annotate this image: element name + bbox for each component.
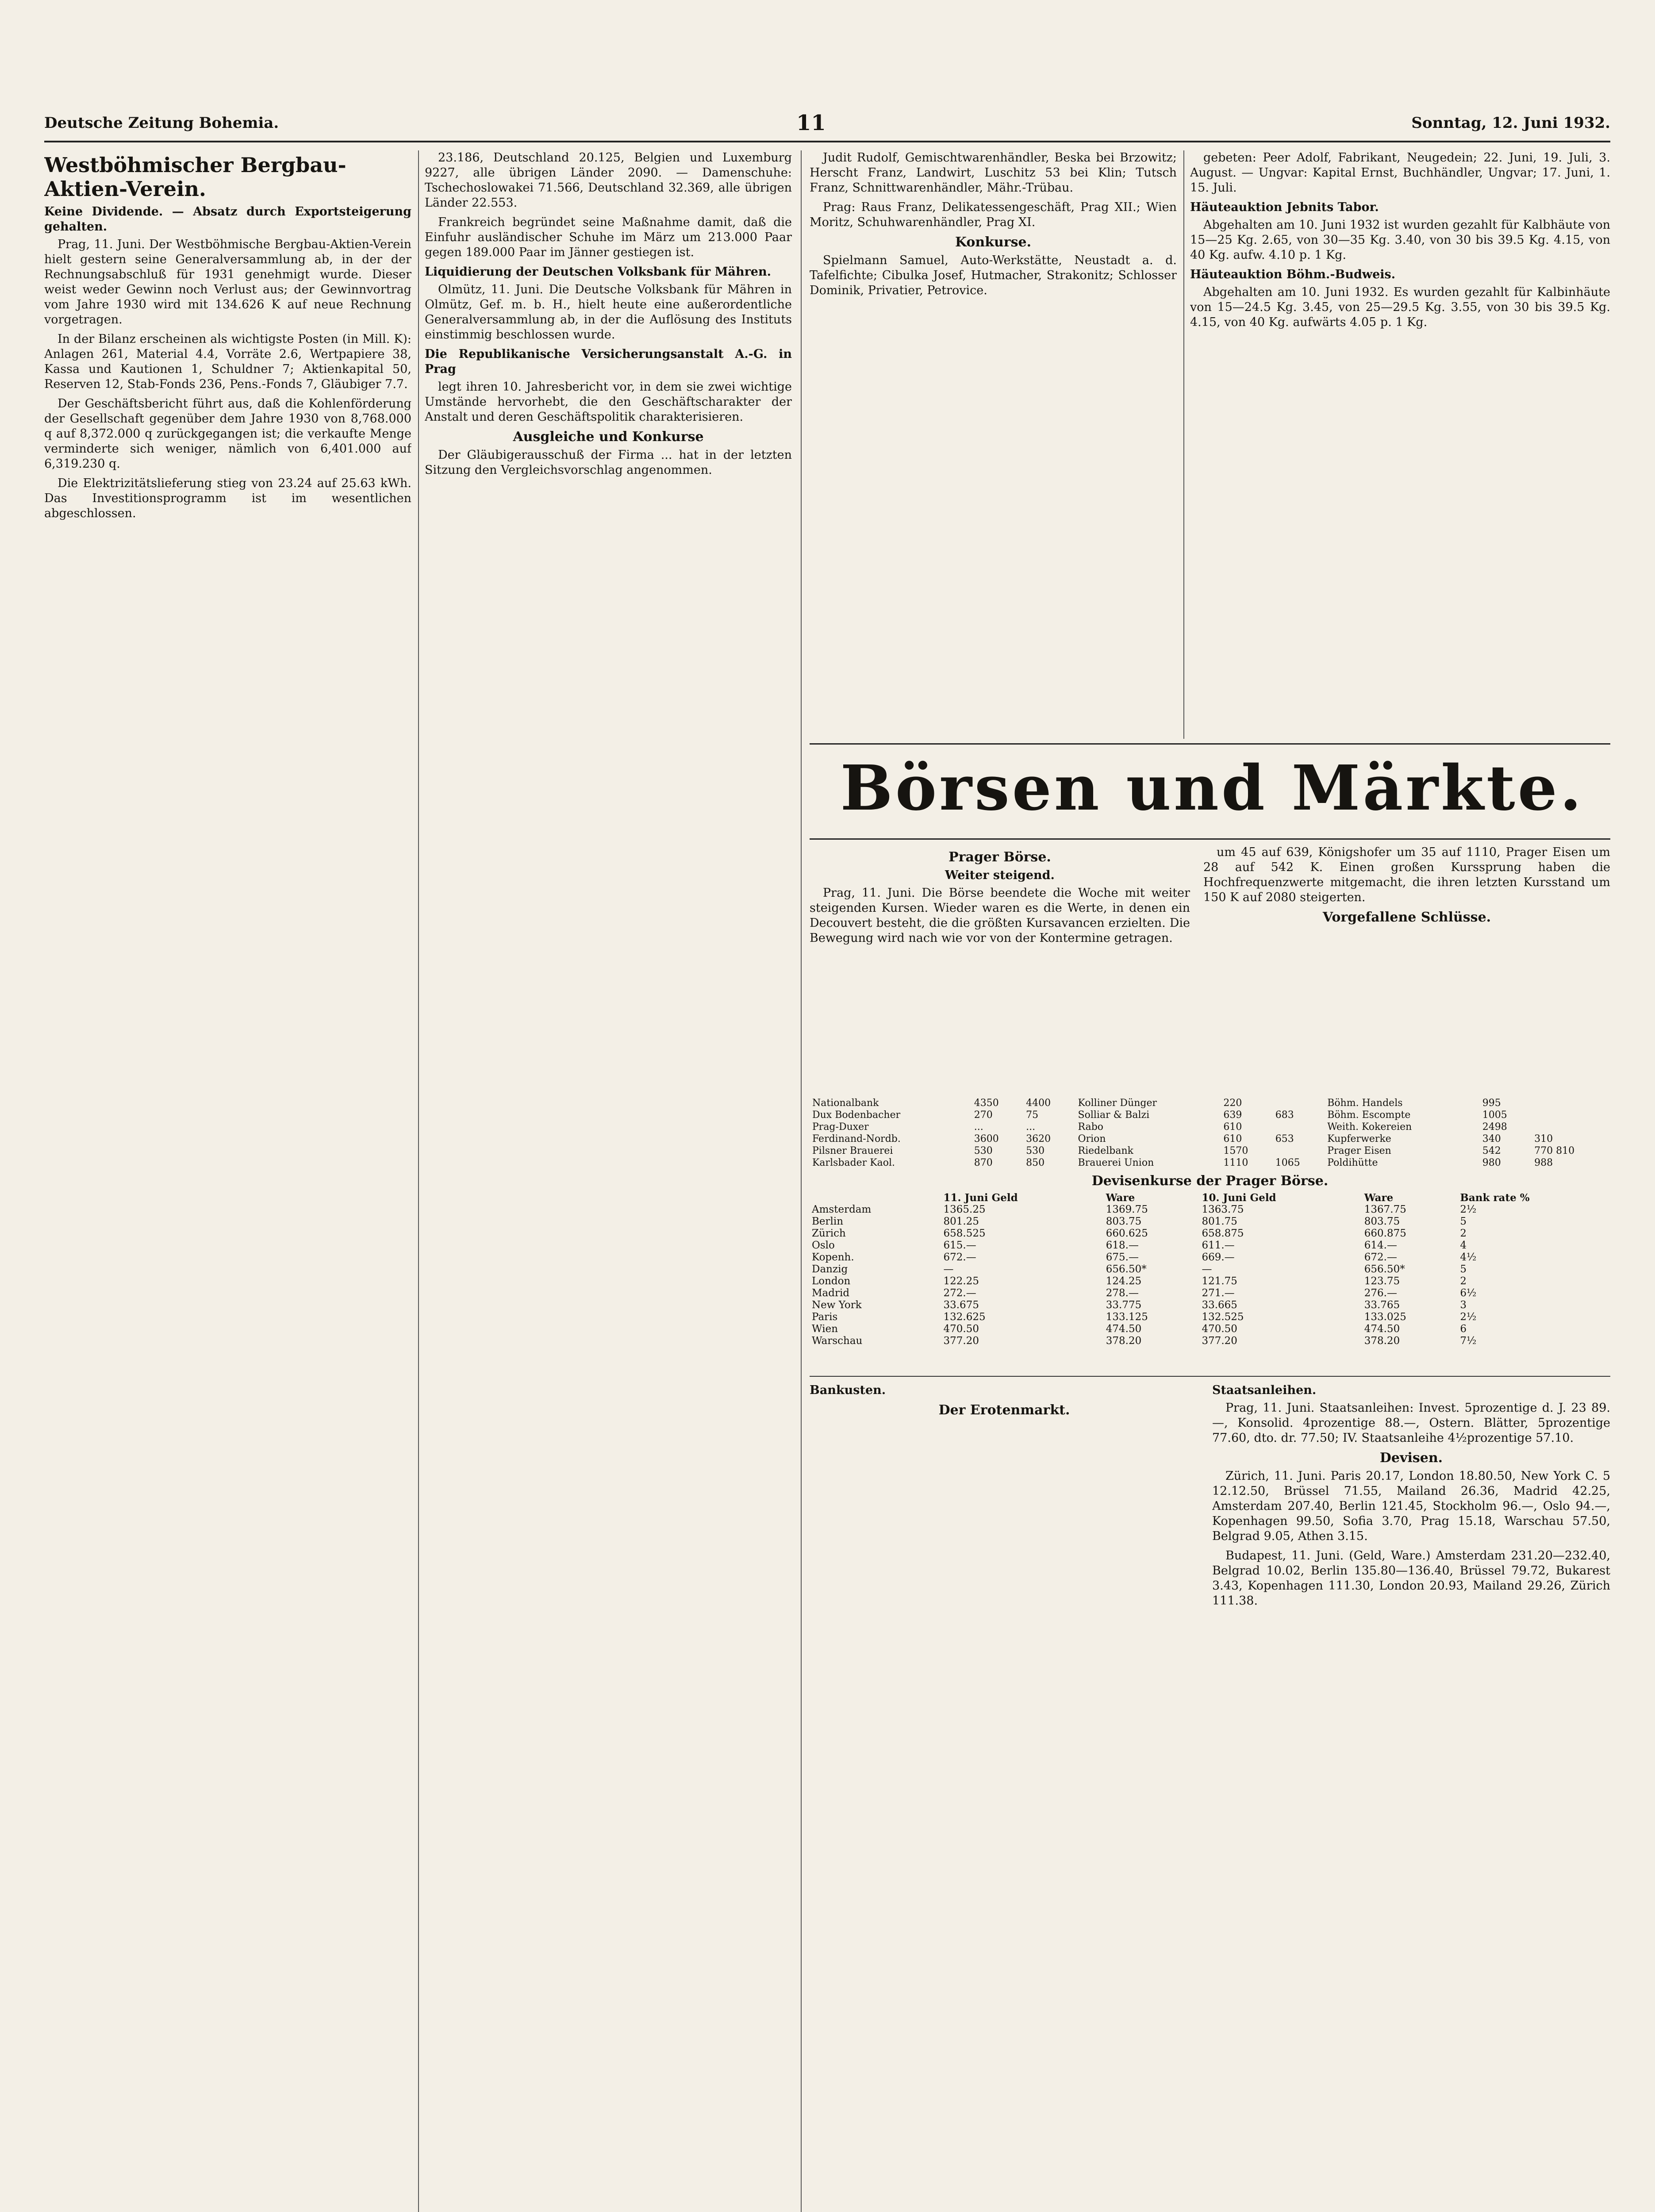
column-3 — [810, 150, 1177, 739]
table-cell: Prag-Duxer — [812, 1121, 869, 1133]
market-report — [1203, 845, 1610, 1093]
table-cell: Oslo — [812, 1240, 835, 1251]
table-cell: 980 — [1482, 1157, 1501, 1168]
table-header-cell: Bank rate % — [1460, 1192, 1530, 1204]
table-cell: Dux Bodenbacher — [812, 1110, 901, 1121]
table-header-cell: 10. Juni Geld — [1202, 1192, 1276, 1204]
table-cell: Brauerei Union — [1078, 1157, 1154, 1168]
table-cell: 33.775 — [1106, 1299, 1142, 1311]
devisen-text: Zürich, 11. Juni. Paris 20.17, London 18.80.50, New York C. 5 12.12.50, Brüssel 71.55, Mailand 26.36, Madrid 42.25, Amsterdam 207.40, Berlin 121.45, Stockholm 96.—, Oslo 94.—, Kopenhagen 99.50, Sofia 3.70, Prag 15.18, Warschau 57.50, Belgrad 9.05, Athen 3.15. — [1212, 1469, 1610, 1543]
column-divider — [1183, 150, 1184, 739]
column-2 — [425, 150, 792, 2212]
table-cell: 658.525 — [943, 1228, 986, 1239]
zins-text: Prag, 11. Juni. Staatsanleihen: Invest. 5prozentige d. J. 23 89.—, Konsolid. 4prozentige 88.—, Ostern. Blätter, 5prozentige 77.60, dto. dr. 77.50; IV. Staatsanleihe 4½prozentige 57.10. — [1212, 1401, 1610, 1445]
table-cell: 377.20 — [1202, 1335, 1237, 1347]
table-cell: 132.625 — [943, 1311, 986, 1323]
table-header-row — [810, 1192, 1610, 1204]
zins-title: Staatsanleihen. — [1212, 1383, 1317, 1397]
table-cell: 850 — [1026, 1157, 1045, 1168]
section-text: Abgehalten am 10. Juni 1932. Es wurden gezahlt für Kalbinhäute von 15—24.5 Kg. 3.45, von 25—29.5 Kg. 3.55, von 30 bis 39.5 Kg. 4.15, von 40 Kg. aufwärts 4.05 p. 1 Kg. — [1190, 285, 1610, 329]
table-cell: 669.— — [1202, 1252, 1235, 1263]
table-row — [810, 1311, 1610, 1323]
table-cell: 1065 — [1275, 1157, 1300, 1168]
table-header-cell: Ware — [1106, 1192, 1135, 1204]
table-cell: 310 — [1534, 1133, 1553, 1144]
table-cell: 610 — [1223, 1121, 1242, 1133]
article-subtitle: Keine Dividende. — Absatz durch Exportsteigerung gehalten. — [44, 205, 411, 234]
table-cell: Böhm. Escompte — [1327, 1110, 1411, 1121]
table-cell: 1363.75 — [1202, 1204, 1244, 1215]
table-cell: 3 — [1460, 1299, 1467, 1311]
table-row — [810, 1228, 1610, 1240]
table-cell: Amsterdam — [812, 1204, 872, 1215]
table-cell: Weith. Kokereien — [1327, 1121, 1412, 1133]
article-paragraph: Prag, 11. Juni. Der Westböhmische Bergbau-Aktien-Verein hielt gestern seine Generalversammlung ab, in der der Rechnungsabschluß für 1931 genehmigt wurde. Dieser weist weder Gewinn noch Verlust aus; der Gewinnvortrag vom Jahre 1930 wird mit 134.626 K auf neue Rechnung vorgetragen. — [44, 238, 411, 326]
section-rule — [810, 743, 1610, 745]
table-cell: 1110 — [1223, 1157, 1248, 1168]
table-cell: — — [1202, 1263, 1212, 1275]
table-cell: 4½ — [1460, 1252, 1477, 1263]
section-title: Liquidierung der Deutschen Volksbank für Mähren. — [425, 265, 772, 279]
table-cell: New York — [812, 1299, 862, 1311]
konkurse-text: Spielmann Samuel, Auto-Werkstätte, Neustadt a. d. Tafelfichte; Cibulka Josef, Hutmacher, Strakonitz; Schlosser Dominik, Privatier, Petrovice. — [810, 253, 1177, 297]
table-cell: 614.— — [1364, 1240, 1397, 1251]
table-cell: 121.75 — [1202, 1275, 1237, 1287]
table-cell: 656.50* — [1364, 1263, 1405, 1275]
article-paragraph: gebeten: Peer Adolf, Fabrikant, Neugedein; 22. Juni, 19. Juli, 3. August. — Ungvar: Kapital Ernst, Buchhändler, Ungvar; 17. Juni, 1. 15. Juli. — [1190, 151, 1610, 195]
table-row — [810, 1299, 1610, 1311]
devisen-table — [810, 1192, 1610, 1347]
table-row — [810, 1287, 1610, 1299]
table-row — [810, 1252, 1610, 1263]
table-cell: 340 — [1482, 1133, 1501, 1144]
table-cell: Zürich — [812, 1228, 846, 1239]
table-cell: 870 — [974, 1157, 993, 1168]
table-cell: 611.— — [1202, 1240, 1235, 1251]
table-cell: 530 — [974, 1145, 993, 1156]
table-cell: 770 810 — [1534, 1145, 1575, 1156]
prague-exchange-title: Prager Börse. — [948, 849, 1051, 865]
table-row — [810, 1204, 1610, 1216]
table-cell: 474.50 — [1364, 1323, 1400, 1335]
table-cell: 656.50* — [1106, 1263, 1147, 1275]
table-row — [810, 1275, 1610, 1287]
article-paragraph: Die Elektrizitätslieferung stieg von 23.24 auf 25.63 kWh. Das Investitionsprogramm ist im wesentlichen abgeschlossen. — [44, 476, 411, 520]
table-cell — [1532, 1097, 1610, 1109]
table-cell: 660.625 — [1106, 1228, 1148, 1239]
newspaper-name: Deutsche Zeitung Bohemia. — [44, 114, 279, 132]
table-cell: Rabo — [1078, 1121, 1104, 1133]
table-cell: Ferdinand-Nordb. — [812, 1133, 901, 1144]
table-cell: 2½ — [1460, 1311, 1477, 1323]
prague-exchange — [810, 845, 1190, 1093]
article-paragraph: Frankreich begründet seine Maßnahme damit, daß die Einfuhr ausländischer Schuhe im März um 213.000 Paar gegen 189.000 Paar im Jänner gestiegen ist. — [425, 215, 792, 259]
table-cell: 530 — [1026, 1145, 1045, 1156]
table-row — [810, 1263, 1610, 1275]
section-title: Häuteauktion Böhm.-Budweis. — [1190, 268, 1396, 281]
table-cell: 4400 — [1026, 1098, 1051, 1109]
table-cell: 672.— — [943, 1252, 976, 1263]
konkurse-title: Konkurse. — [955, 234, 1032, 250]
column-divider — [418, 150, 419, 2212]
section-heading: Ausgleiche und Konkurse — [513, 429, 704, 445]
section-rule — [810, 1376, 1610, 1377]
table-cell — [1532, 1109, 1610, 1121]
page-header — [44, 111, 1610, 141]
table-cell: 615.— — [943, 1240, 976, 1251]
table-cell: 5 — [1460, 1216, 1467, 1227]
table-cell: 124.25 — [1106, 1275, 1142, 1287]
table-cell: 803.75 — [1364, 1216, 1400, 1227]
table-cell: Berlin — [812, 1216, 844, 1227]
table-cell: 133.125 — [1106, 1311, 1148, 1323]
table-cell: 618.— — [1106, 1240, 1139, 1251]
table-cell: 660.875 — [1364, 1228, 1406, 1239]
table-cell: 75 — [1026, 1110, 1039, 1121]
table-cell: 5 — [1460, 1263, 1467, 1275]
table-cell: Böhm. Handels — [1327, 1098, 1403, 1109]
budapest-text: Budapest, 11. Juni. (Geld, Ware.) Amsterdam 231.20—232.40, Belgrad 10.02, Berlin 135.80—136.40, Brüssel 79.72, Bukarest 3.43, Kopenhagen 111.30, London 20.93, Mailand 29.26, Zürich 111.38. — [1212, 1549, 1610, 1608]
table-cell: 610 — [1223, 1133, 1242, 1144]
table-cell: 6½ — [1460, 1287, 1477, 1299]
table-cell: Pilsner Brauerei — [812, 1145, 893, 1156]
table-cell: 3620 — [1026, 1133, 1051, 1144]
table-row — [810, 1335, 1610, 1347]
table-cell: 33.765 — [1364, 1299, 1400, 1311]
table-cell: Karlsbader Kaol. — [812, 1157, 895, 1168]
table-cell: Madrid — [812, 1287, 850, 1299]
table-cell: ... — [974, 1121, 983, 1133]
table-cell: 276.— — [1364, 1287, 1397, 1299]
table-cell: 2 — [1460, 1275, 1467, 1287]
table-cell: Prager Eisen — [1327, 1145, 1391, 1156]
table-cell: 1365.25 — [943, 1204, 986, 1215]
table-cell: 3600 — [974, 1133, 999, 1144]
table-cell: 1367.75 — [1364, 1204, 1406, 1215]
section-text: Der Gläubigerausschuß der Firma ... hat in der letzten Sitzung den Vergleichsvorschlag angenommen. — [425, 448, 792, 477]
table-cell: 801.25 — [943, 1216, 979, 1227]
table-cell: 220 — [1223, 1098, 1242, 1109]
schluss-table — [810, 1097, 1610, 1169]
table-cell — [1273, 1121, 1325, 1133]
table-row — [810, 1097, 1610, 1109]
column-divider — [801, 150, 802, 2212]
table-cell: Wien — [812, 1323, 838, 1335]
table-cell: 683 — [1275, 1110, 1294, 1121]
table-cell: 675.— — [1106, 1252, 1139, 1263]
quotes-tables — [810, 1097, 1610, 1371]
article-paragraph: Prag: Raus Franz, Delikatessengeschäft, Prag XII.; Wien Moritz, Schuhwarenhändler, Prag XI. — [810, 200, 1177, 229]
table-cell — [1273, 1097, 1325, 1109]
table-cell — [1532, 1121, 1610, 1133]
table-cell: 542 — [1482, 1145, 1501, 1156]
table-cell: 470.50 — [943, 1323, 979, 1335]
article-paragraph: Der Geschäftsbericht führt aus, daß die Kohlenförderung der Gesellschaft gegenüber dem Jahre 1930 von 8,768.000 q auf 8,372.000 q zurückgegangen ist; die verkaufte Menge verminderte sich weniger, nämlich von 6,401.000 auf 6,319.230 q. — [44, 397, 411, 471]
table-cell: 377.20 — [943, 1335, 979, 1347]
table-cell: — — [943, 1263, 954, 1275]
table-cell: 33.675 — [943, 1299, 979, 1311]
section-text: Olmütz, 11. Juni. Die Deutsche Volksbank für Mähren in Olmütz, Gef. m. b. H., hielt heute eine außerordentliche Generalversammlung ab, in der die Auflösung des Instituts einstimmig beschlossen wurde. — [425, 283, 792, 342]
table-cell: 378.20 — [1364, 1335, 1400, 1347]
table-cell: 271.— — [1202, 1287, 1235, 1299]
table-cell: 122.25 — [943, 1275, 979, 1287]
section-text: legt ihren 10. Jahresbericht vor, in dem sie zwei wichtige Umstände hervorhebt, die den Geschäftscharakter der Anstalt und deren Geschäftspolitik charakterisieren. — [425, 380, 792, 424]
table-cell: 803.75 — [1106, 1216, 1142, 1227]
table-row — [810, 1240, 1610, 1252]
table-cell: 278.— — [1106, 1287, 1139, 1299]
table-row — [810, 1109, 1610, 1121]
table-cell: Poldihütte — [1327, 1157, 1378, 1168]
table-cell: 988 — [1534, 1157, 1553, 1168]
table-cell: 658.875 — [1202, 1228, 1244, 1239]
table-header-cell: 11. Juni Geld — [943, 1192, 1018, 1204]
column-4 — [1190, 150, 1610, 739]
table-cell: Solliar & Balzi — [1078, 1110, 1150, 1121]
section-rule — [810, 838, 1610, 840]
table-cell: 1570 — [1223, 1145, 1248, 1156]
table-cell: 639 — [1223, 1110, 1242, 1121]
section-title: Die Republikanische Versicherungsanstalt A.-G. in Prag — [425, 347, 792, 376]
page-number: 11 — [796, 111, 826, 135]
table-cell: Nationalbank — [812, 1098, 879, 1109]
table-header-cell — [810, 1192, 941, 1204]
table-cell: 6 — [1460, 1323, 1467, 1335]
table-cell: 2½ — [1460, 1204, 1477, 1215]
table-cell: Paris — [812, 1311, 838, 1323]
table-cell: 132.525 — [1202, 1311, 1244, 1323]
table-cell: Riedelbank — [1078, 1145, 1133, 1156]
issue-date: Sonntag, 12. Juni 1932. — [1411, 114, 1610, 132]
table-cell: 4 — [1460, 1240, 1467, 1251]
table-cell: 378.20 — [1106, 1335, 1142, 1347]
lower-left — [810, 1380, 1199, 2212]
table-cell: 272.— — [943, 1287, 976, 1299]
table-cell: 2498 — [1482, 1121, 1507, 1133]
section-text: Abgehalten am 10. Juni 1932 ist wurden gezahlt für Kalbhäute von 15—25 Kg. 2.65, von 30—35 Kg. 3.40, von 30 bis 39.5 Kg. 4.15, von 40 Kg. aufw. 4.10 p. 1 Kg. — [1190, 218, 1610, 262]
table-cell — [1273, 1145, 1325, 1157]
table-cell: 672.— — [1364, 1252, 1397, 1263]
schluss-title: Vorgefallene Schlüsse. — [1322, 910, 1491, 925]
section-title: Häuteauktion Jebnits Tabor. — [1190, 200, 1379, 214]
table-cell: 653 — [1275, 1133, 1294, 1144]
prague-exchange-subtitle: Weiter steigend. — [945, 868, 1055, 882]
table-cell: 33.665 — [1202, 1299, 1237, 1311]
table-cell: 123.75 — [1364, 1275, 1400, 1287]
table-cell: Kopenh. — [812, 1252, 854, 1263]
lower-right — [1212, 1380, 1610, 2212]
table-header-cell: Ware — [1364, 1192, 1394, 1204]
devisen-table-title: Devisenkurse der Prager Börse. — [1091, 1173, 1329, 1189]
table-cell: 7½ — [1460, 1335, 1477, 1347]
table-row — [810, 1133, 1610, 1145]
table-cell: London — [812, 1275, 851, 1287]
table-cell: 2 — [1460, 1228, 1467, 1239]
column-1 — [44, 150, 411, 2212]
table-cell: ... — [1026, 1121, 1036, 1133]
header-rule — [44, 141, 1610, 142]
table-cell: Kupferwerke — [1327, 1133, 1391, 1144]
table-cell: 1005 — [1482, 1110, 1507, 1121]
table-cell: 1369.75 — [1106, 1204, 1148, 1215]
table-row — [810, 1157, 1610, 1169]
table-cell: Kolliner Dünger — [1078, 1098, 1157, 1109]
table-cell: Danzig — [812, 1263, 848, 1275]
table-cell: 270 — [974, 1110, 993, 1121]
article-paragraph: In der Bilanz erscheinen als wichtigste Posten (in Mill. K): Anlagen 261, Material 4.4, Vorräte 2.6, Wertpapiere 38, Kassa und Kautionen 1, Schuldner 7; Aktienkapital 50, Reserven 12, Stab-Fonds 236, Pens.-Fonds 7, Gläubiger 7.7. — [44, 332, 411, 391]
article-paragraph: Judit Rudolf, Gemischtwarenhändler, Beska bei Brzowitz; Herscht Franz, Landwirt, Luschitz 53 bei Klin; Tutsch Franz, Schnittwarenhändler, Mähr.-Trübau. — [810, 151, 1177, 195]
table-cell: Warschau — [812, 1335, 863, 1347]
table-row — [810, 1145, 1610, 1157]
table-cell: 474.50 — [1106, 1323, 1142, 1335]
article-title: Westböhmischer Bergbau-Aktien-Verein. — [44, 153, 346, 201]
markets-heading: Börsen und Märkte. — [840, 752, 1584, 825]
table-row — [810, 1121, 1610, 1133]
table-cell: Orion — [1078, 1133, 1106, 1144]
table-cell: 133.025 — [1364, 1311, 1406, 1323]
table-cell: 470.50 — [1202, 1323, 1237, 1335]
erz-title: Der Erotenmarkt. — [938, 1402, 1070, 1418]
table-row — [810, 1323, 1610, 1335]
table-cell: 995 — [1482, 1098, 1501, 1109]
bankcurs-title: Bankusten. — [810, 1383, 886, 1397]
market-report-text: um 45 auf 639, Königshofer um 35 auf 1110, Prager Eisen um 28 auf 542 K. Einen großen Kurssprung haben die Hochfrequenzwerte mitgemacht, die ihren letzten Kursstand um 150 K auf 2080 steigerten. — [1203, 845, 1610, 904]
table-cell: 4350 — [974, 1098, 999, 1109]
devisen-title: Devisen. — [1379, 1450, 1443, 1466]
table-row — [810, 1216, 1610, 1228]
table-cell: 801.75 — [1202, 1216, 1237, 1227]
prague-exchange-text: Prag, 11. Juni. Die Börse beendete die Woche mit weiter steigenden Kursen. Wieder waren es die Werte, in denen ein Decouvert besteht, die die größten Kursavancen erzielten. Die Bewegung wird nach wie vor von der Kontermine getragen. — [810, 886, 1190, 945]
article-paragraph: 23.186, Deutschland 20.125, Belgien und Luxemburg 9227, alle übrigen Länder 2090. — Damenschuhe: Tschechoslowakei 71.566, Deutschland 32.369, alle übrigen Länder 22.553. — [425, 151, 792, 210]
